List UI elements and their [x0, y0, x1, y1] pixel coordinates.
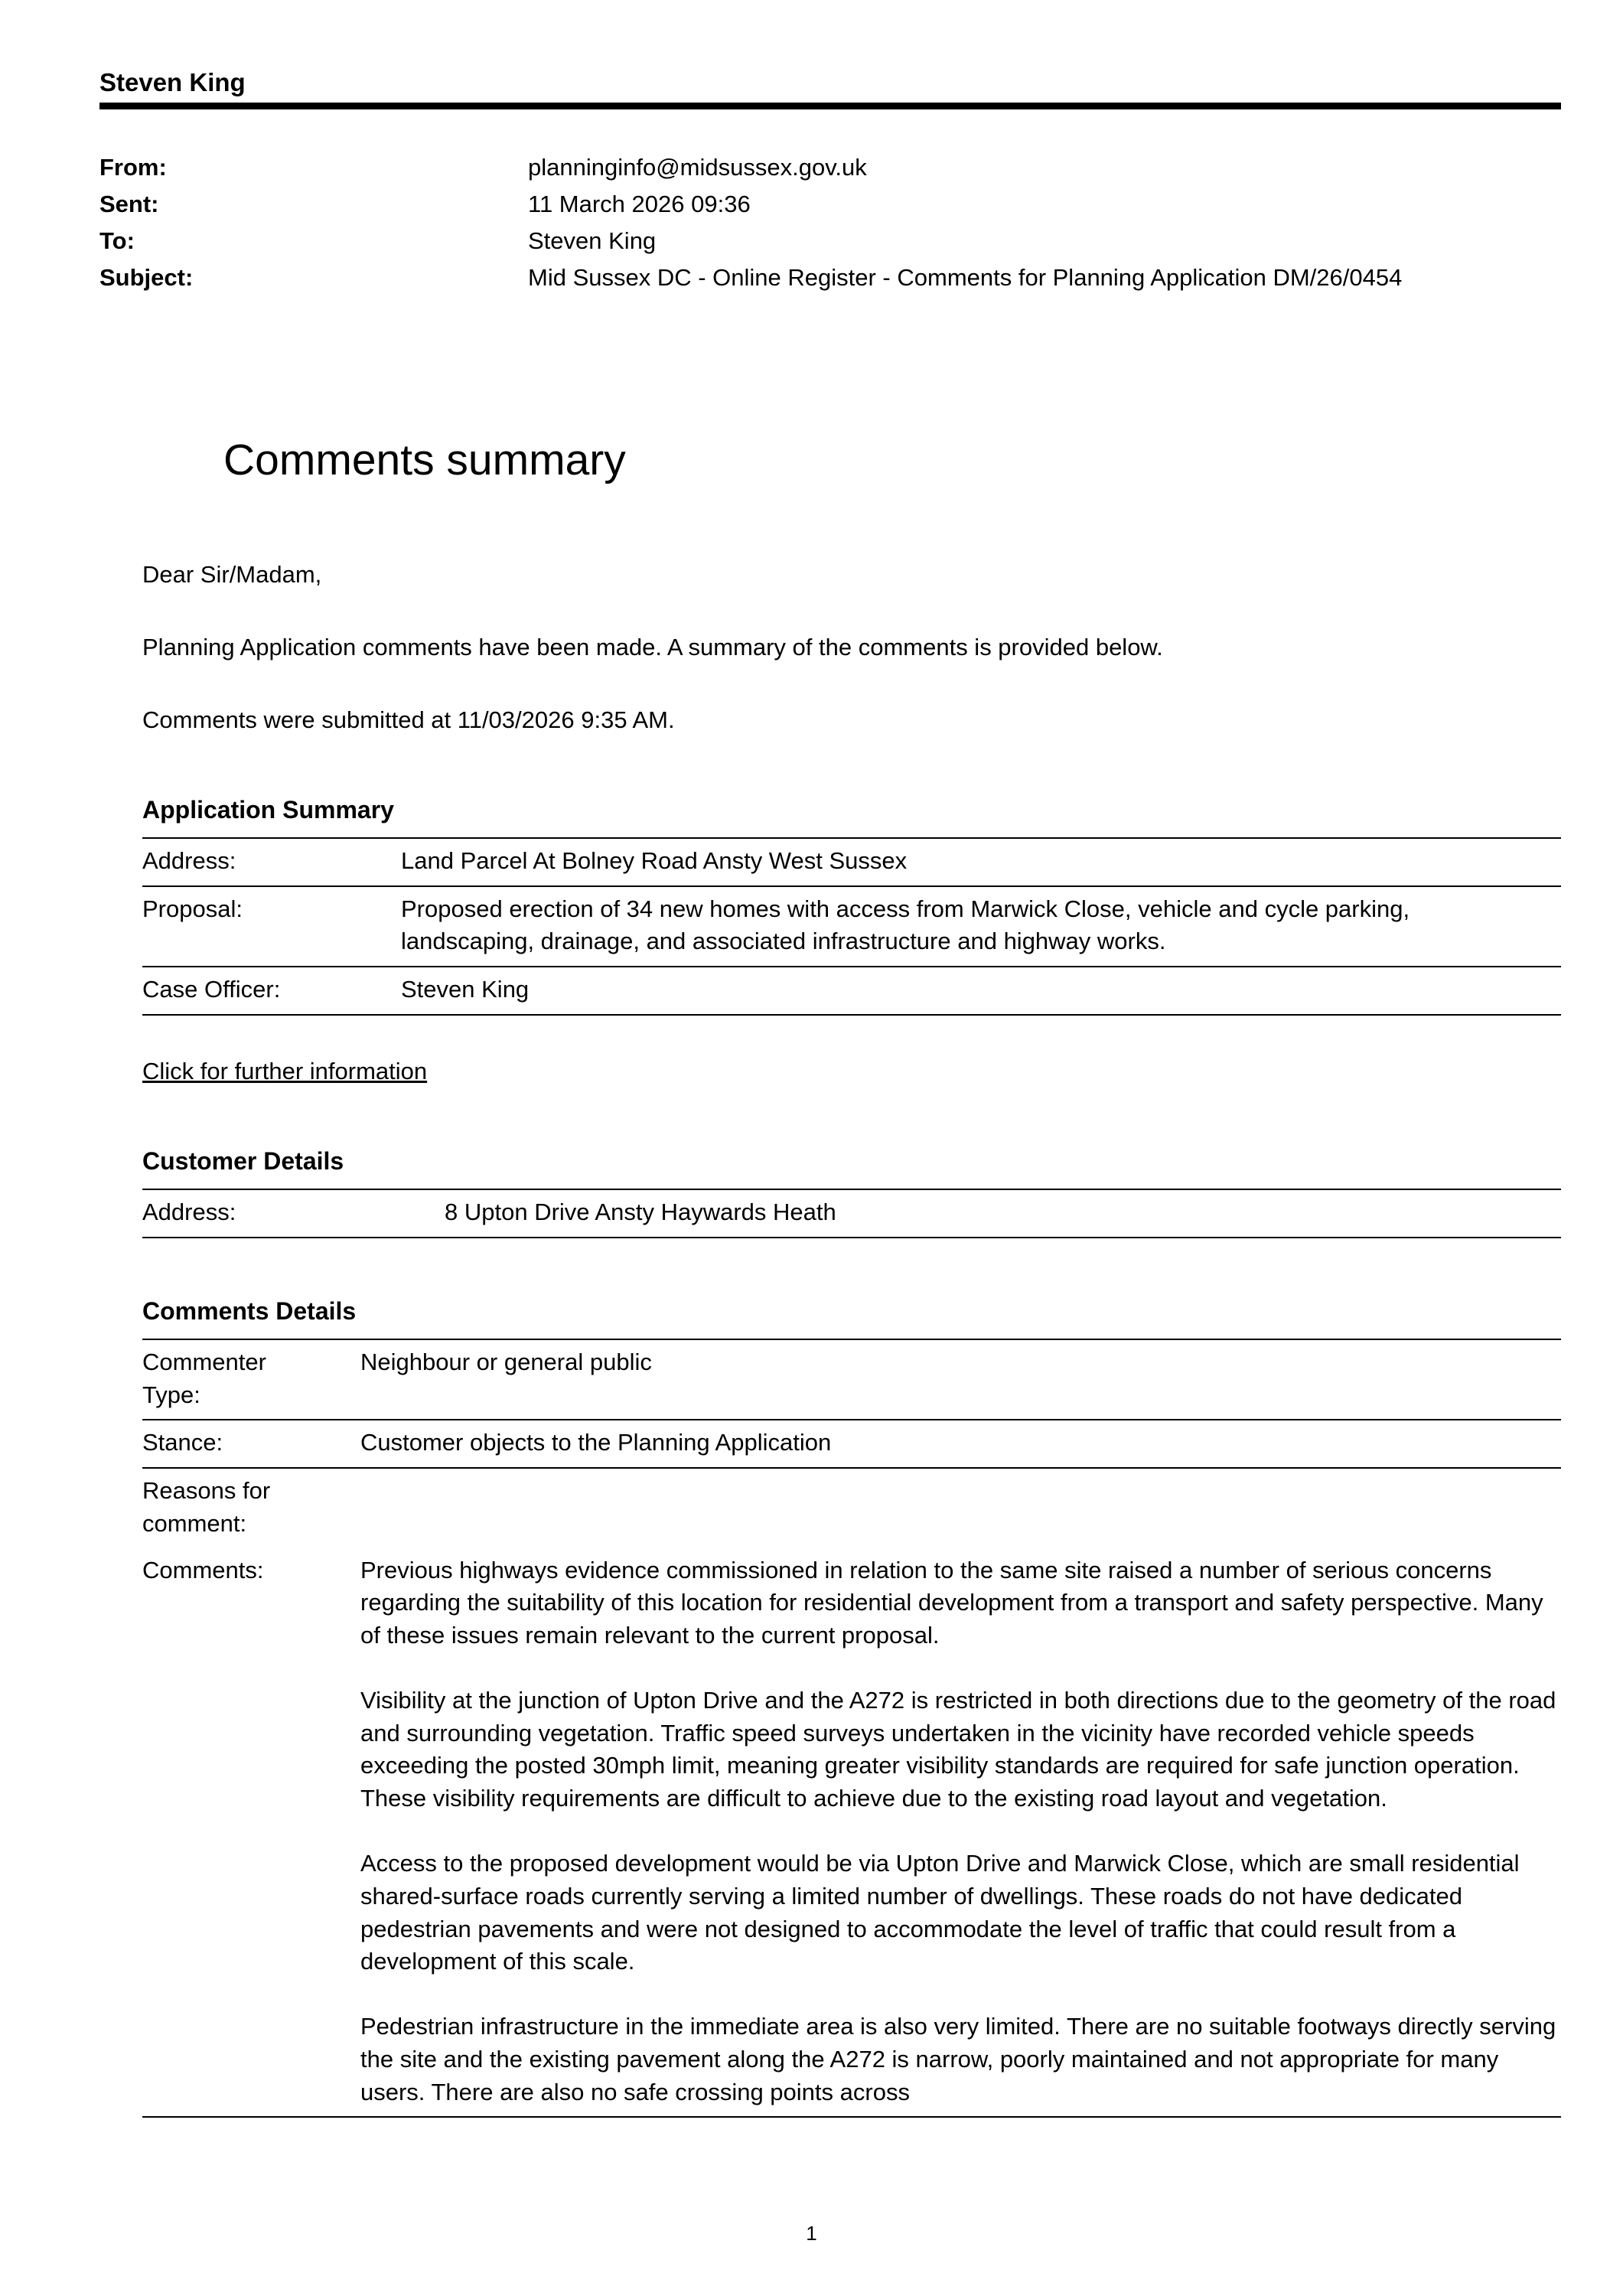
- table-row-commenter-type: [142, 1340, 1561, 1421]
- email-header-row-subject: [99, 259, 1561, 296]
- table-row-stance: [142, 1420, 1561, 1469]
- row-label: Comments:: [142, 1556, 264, 1583]
- header-rule: [99, 103, 1561, 109]
- table-row-reasons: [142, 1469, 1561, 1548]
- to-value: Steven King: [528, 227, 657, 254]
- row-value: Customer objects to the Planning Application: [360, 1429, 832, 1456]
- table-row-customer-address: [142, 1190, 1561, 1238]
- row-value: 8 Upton Drive Ansty Haywards Heath: [445, 1198, 836, 1225]
- recipient-name-header: Steven King: [99, 68, 246, 96]
- further-information-link[interactable]: Click for further information: [142, 1057, 428, 1084]
- row-label: Stance:: [142, 1429, 223, 1456]
- row-label: Address:: [142, 1198, 236, 1225]
- comments-text: [360, 1554, 1561, 2109]
- row-value: Steven King: [401, 976, 530, 1003]
- row-value: Proposed erection of 34 new homes with access from Marwick Close, vehicle and cycle parking, landscaping, drainage, and associated infrastructure and highway works.: [401, 895, 1410, 955]
- comments-details-table: [142, 1339, 1561, 2118]
- sent-label: Sent:: [99, 190, 159, 217]
- page-number: 1: [806, 2222, 817, 2245]
- comments-details-heading: Comments Details: [142, 1296, 357, 1325]
- email-header-fields: [99, 149, 1561, 296]
- application-summary-table: [142, 837, 1561, 1016]
- customer-details-table: [142, 1189, 1561, 1238]
- customer-details-heading: Customer Details: [142, 1146, 344, 1175]
- row-label: Reasons for comment:: [142, 1477, 271, 1537]
- intro-paragraph: Planning Application comments have been made. A summary of the comments is provided below.: [142, 634, 1163, 661]
- email-body: [142, 435, 1561, 2118]
- table-row-proposal: [142, 887, 1561, 968]
- table-row-comments: [142, 1548, 1561, 2118]
- application-summary-heading: Application Summary: [142, 795, 394, 823]
- row-value: [360, 1475, 1561, 1541]
- comment-paragraph: Access to the proposed development would be via Upton Drive and Marwick Close, which are small residential shared-surface roads currently serving a limited number of dwellings. These roads do not have dedicated pedestrian pavements and were not designed to accommodate the level of traffic that could result from a development of this scale.: [360, 1849, 1520, 1975]
- from-label: From:: [99, 153, 167, 181]
- comment-paragraph: Visibility at the junction of Upton Drive and the A272 is restricted in both directions due to the geometry of the road and surrounding vegetation. Traffic speed surveys undertaken in the vicinity have recorded vehicle speeds exceeding the posted 30mph limit, meaning greater visibility standards are required for safe junction operation. These visibility requirements are difficult to achieve due to the existing road layout and vegetation.: [360, 1686, 1556, 1812]
- subject-label: Subject:: [99, 263, 194, 291]
- to-label: To:: [99, 227, 135, 254]
- row-label: Proposal:: [142, 895, 243, 922]
- email-header-row-sent: [99, 186, 1561, 223]
- row-value: Neighbour or general public: [360, 1348, 652, 1375]
- table-row-case-officer: [142, 967, 1561, 1016]
- comment-paragraph: Previous highways evidence commissioned in relation to the same site raised a number of serious concerns regarding the suitability of this location for residential development from a transport and safety perspective. Many of these issues remain relevant to the current proposal.: [360, 1556, 1543, 1649]
- sent-value: 11 March 2026 09:36: [528, 190, 751, 217]
- page-title: Comments summary: [223, 435, 626, 484]
- row-value: Land Parcel At Bolney Road Ansty West Sussex: [401, 846, 908, 874]
- row-label: Case Officer:: [142, 976, 281, 1003]
- row-label: Address:: [142, 846, 236, 874]
- submission-time-paragraph: Comments were submitted at 11/03/2026 9:35 AM.: [142, 706, 675, 733]
- email-header-row-to: [99, 223, 1561, 259]
- subject-value: Mid Sussex DC - Online Register - Comments for Planning Application DM/26/0454: [528, 263, 1403, 291]
- email-header-row-from: [99, 149, 1561, 186]
- row-label: Commenter Type:: [142, 1348, 266, 1408]
- from-value: planninginfo@midsussex.gov.uk: [528, 153, 867, 181]
- table-row-address: [142, 839, 1561, 887]
- salutation: Dear Sir/Madam,: [142, 561, 322, 589]
- comment-paragraph: Pedestrian infrastructure in the immediate area is also very limited. There are no suitable footways directly serving the site and the existing pavement along the A272 is narrow, poorly maintained and not appropriate for many users. There are also no safe crossing points across: [360, 2013, 1556, 2105]
